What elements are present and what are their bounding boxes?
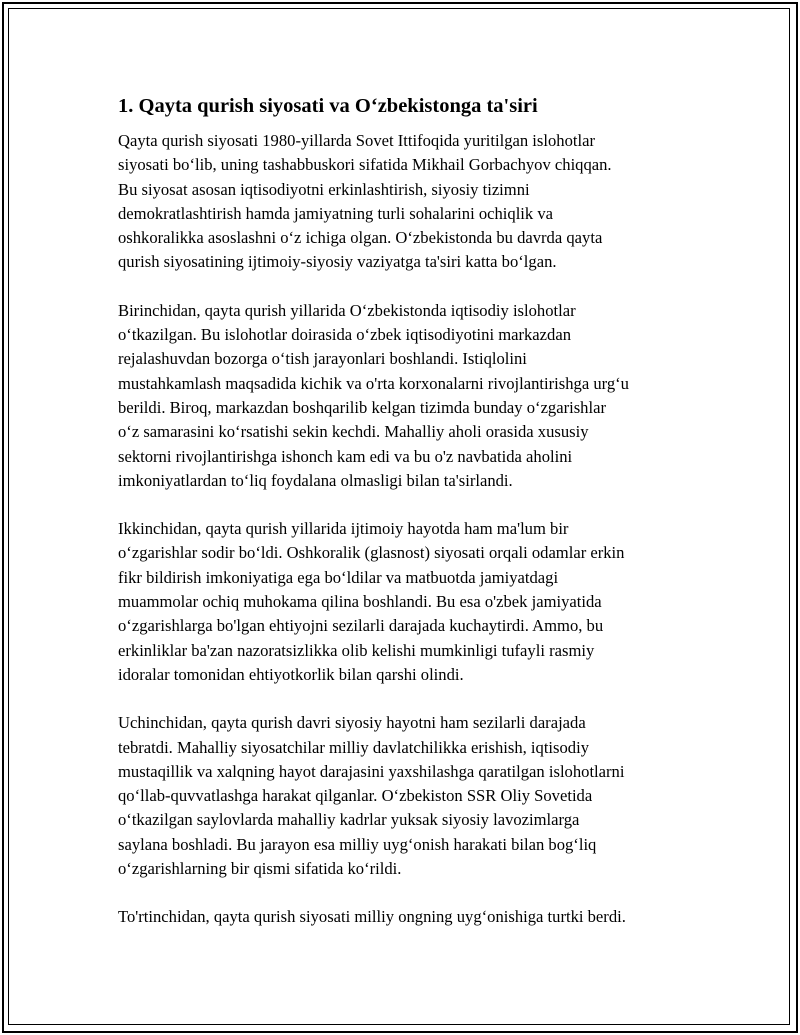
text-line: Birinchidan, qayta qurish yillarida O‘zbekistonda iqtisodiy islohotlar <box>118 300 576 320</box>
text-line: o‘z samarasini ko‘rsatishi sekin kechdi. Mahalliy aholi orasida xususiy <box>118 422 589 442</box>
text-line: fikr bildirish imkoniyatiga ega bo‘ldilar va matbuotda jamiyatdagi <box>118 567 559 587</box>
text-line: o‘zgarishlarning bir qismi sifatida ko‘rildi. <box>118 859 402 879</box>
text-line: o‘tkazilgan saylovlarda mahalliy kadrlar yuksak siyosiy lavozimlarga <box>118 810 580 830</box>
text-line: erkinliklar ba'zan nazoratsizlikka olib kelishi mumkinligi tufayli rasmiy <box>118 640 595 660</box>
section-title: 1. Qayta qurish siyosati va O‘zbekistonga ta'siri <box>118 95 538 117</box>
paragraph-intro <box>118 129 698 275</box>
text-line: imkoniyatlardan to‘liq foydalana olmasligi bilan ta'sirlandi. <box>118 470 513 490</box>
document-body <box>118 93 698 954</box>
paragraph-first <box>118 299 698 493</box>
text-line: o‘tkazilgan. Bu islohotlar doirasida oʻzbek iqtisodiyotini markazdan <box>118 325 571 345</box>
text-line: rejalashuvdan bozorga o‘tish jarayonlari boshlandi. Istiqlolini <box>118 349 527 369</box>
text-line: sektorni rivojlantirishga ishonch kam edi va bu o'z navbatida aholini <box>118 446 573 466</box>
text-line: demokratlashtirish hamda jamiyatning turli sohalarini ochiqlik va <box>118 203 554 223</box>
text-line: Ikkinchidan, qayta qurish yillarida ijtimoiy hayotda ham ma'lum bir <box>118 519 569 539</box>
text-line: qurish siyosatining ijtimoiy-siyosiy vaziyatga ta'siri katta bo‘lgan. <box>118 252 557 272</box>
text-line: Uchinchidan, qayta qurish davri siyosiy hayotni ham sezilarli darajada <box>118 713 586 733</box>
text-line: o‘zgarishlarga bo'lgan ehtiyojni sezilarli darajada kuchaytirdi. Ammo, bu <box>118 616 604 636</box>
text-line: saylana boshladi. Bu jarayon esa milliy uyg‘onish harakati bilan bog‘liq <box>118 834 597 854</box>
text-line: mustahkamlash maqsadida kichik va o'rta korxonalarni rivojlantirishga urg‘u <box>118 373 629 393</box>
paragraph-second <box>118 517 698 687</box>
text-line: idoralar tomonidan ehtiyotkorlik bilan qarshi olindi. <box>118 664 464 684</box>
paragraph-fourth <box>118 905 698 929</box>
text-line: qo‘llab-quvvatlashga harakat qilganlar. O‘zbekiston SSR Oliy Sovetida <box>118 786 593 806</box>
text-line: mustaqillik va xalqning hayot darajasini yaxshilashga qaratilgan islohotlarni <box>118 761 625 781</box>
text-line: oshkoralikka asoslashni oʻz ichiga olgan. O‘zbekistonda bu davrda qayta <box>118 228 603 248</box>
text-line: siyosati bo‘lib, uning tashabbuskori sifatida Mikhail Gorbachyov chiqqan. <box>118 155 612 175</box>
text-line: o‘zgarishlar sodir bo‘ldi. Oshkoralik (glasnost) siyosati orqali odamlar erkin <box>118 543 625 563</box>
text-line: tebratdi. Mahalliy siyosatchilar milliy davlatchilikka erishish, iqtisodiy <box>118 737 589 757</box>
text-line: Bu siyosat asosan iqtisodiyotni erkinlashtirish, siyosiy tizimni <box>118 179 530 199</box>
text-line: Qayta qurish siyosati 1980-yillarda Sovet Ittifoqida yuritilgan islohotlar <box>118 131 595 150</box>
paragraph-third <box>118 711 698 881</box>
text-line: muammolar ochiq muhokama qilina boshlandi. Bu esa o'zbek jamiyatida <box>118 592 602 612</box>
text-line: berildi. Biroq, markazdan boshqarilib kelgan tizimda bunday o‘zgarishlar <box>118 397 606 417</box>
text-line: To'rtinchidan, qayta qurish siyosati milliy ongning uyg‘onishiga turtki berdi. <box>118 907 626 927</box>
